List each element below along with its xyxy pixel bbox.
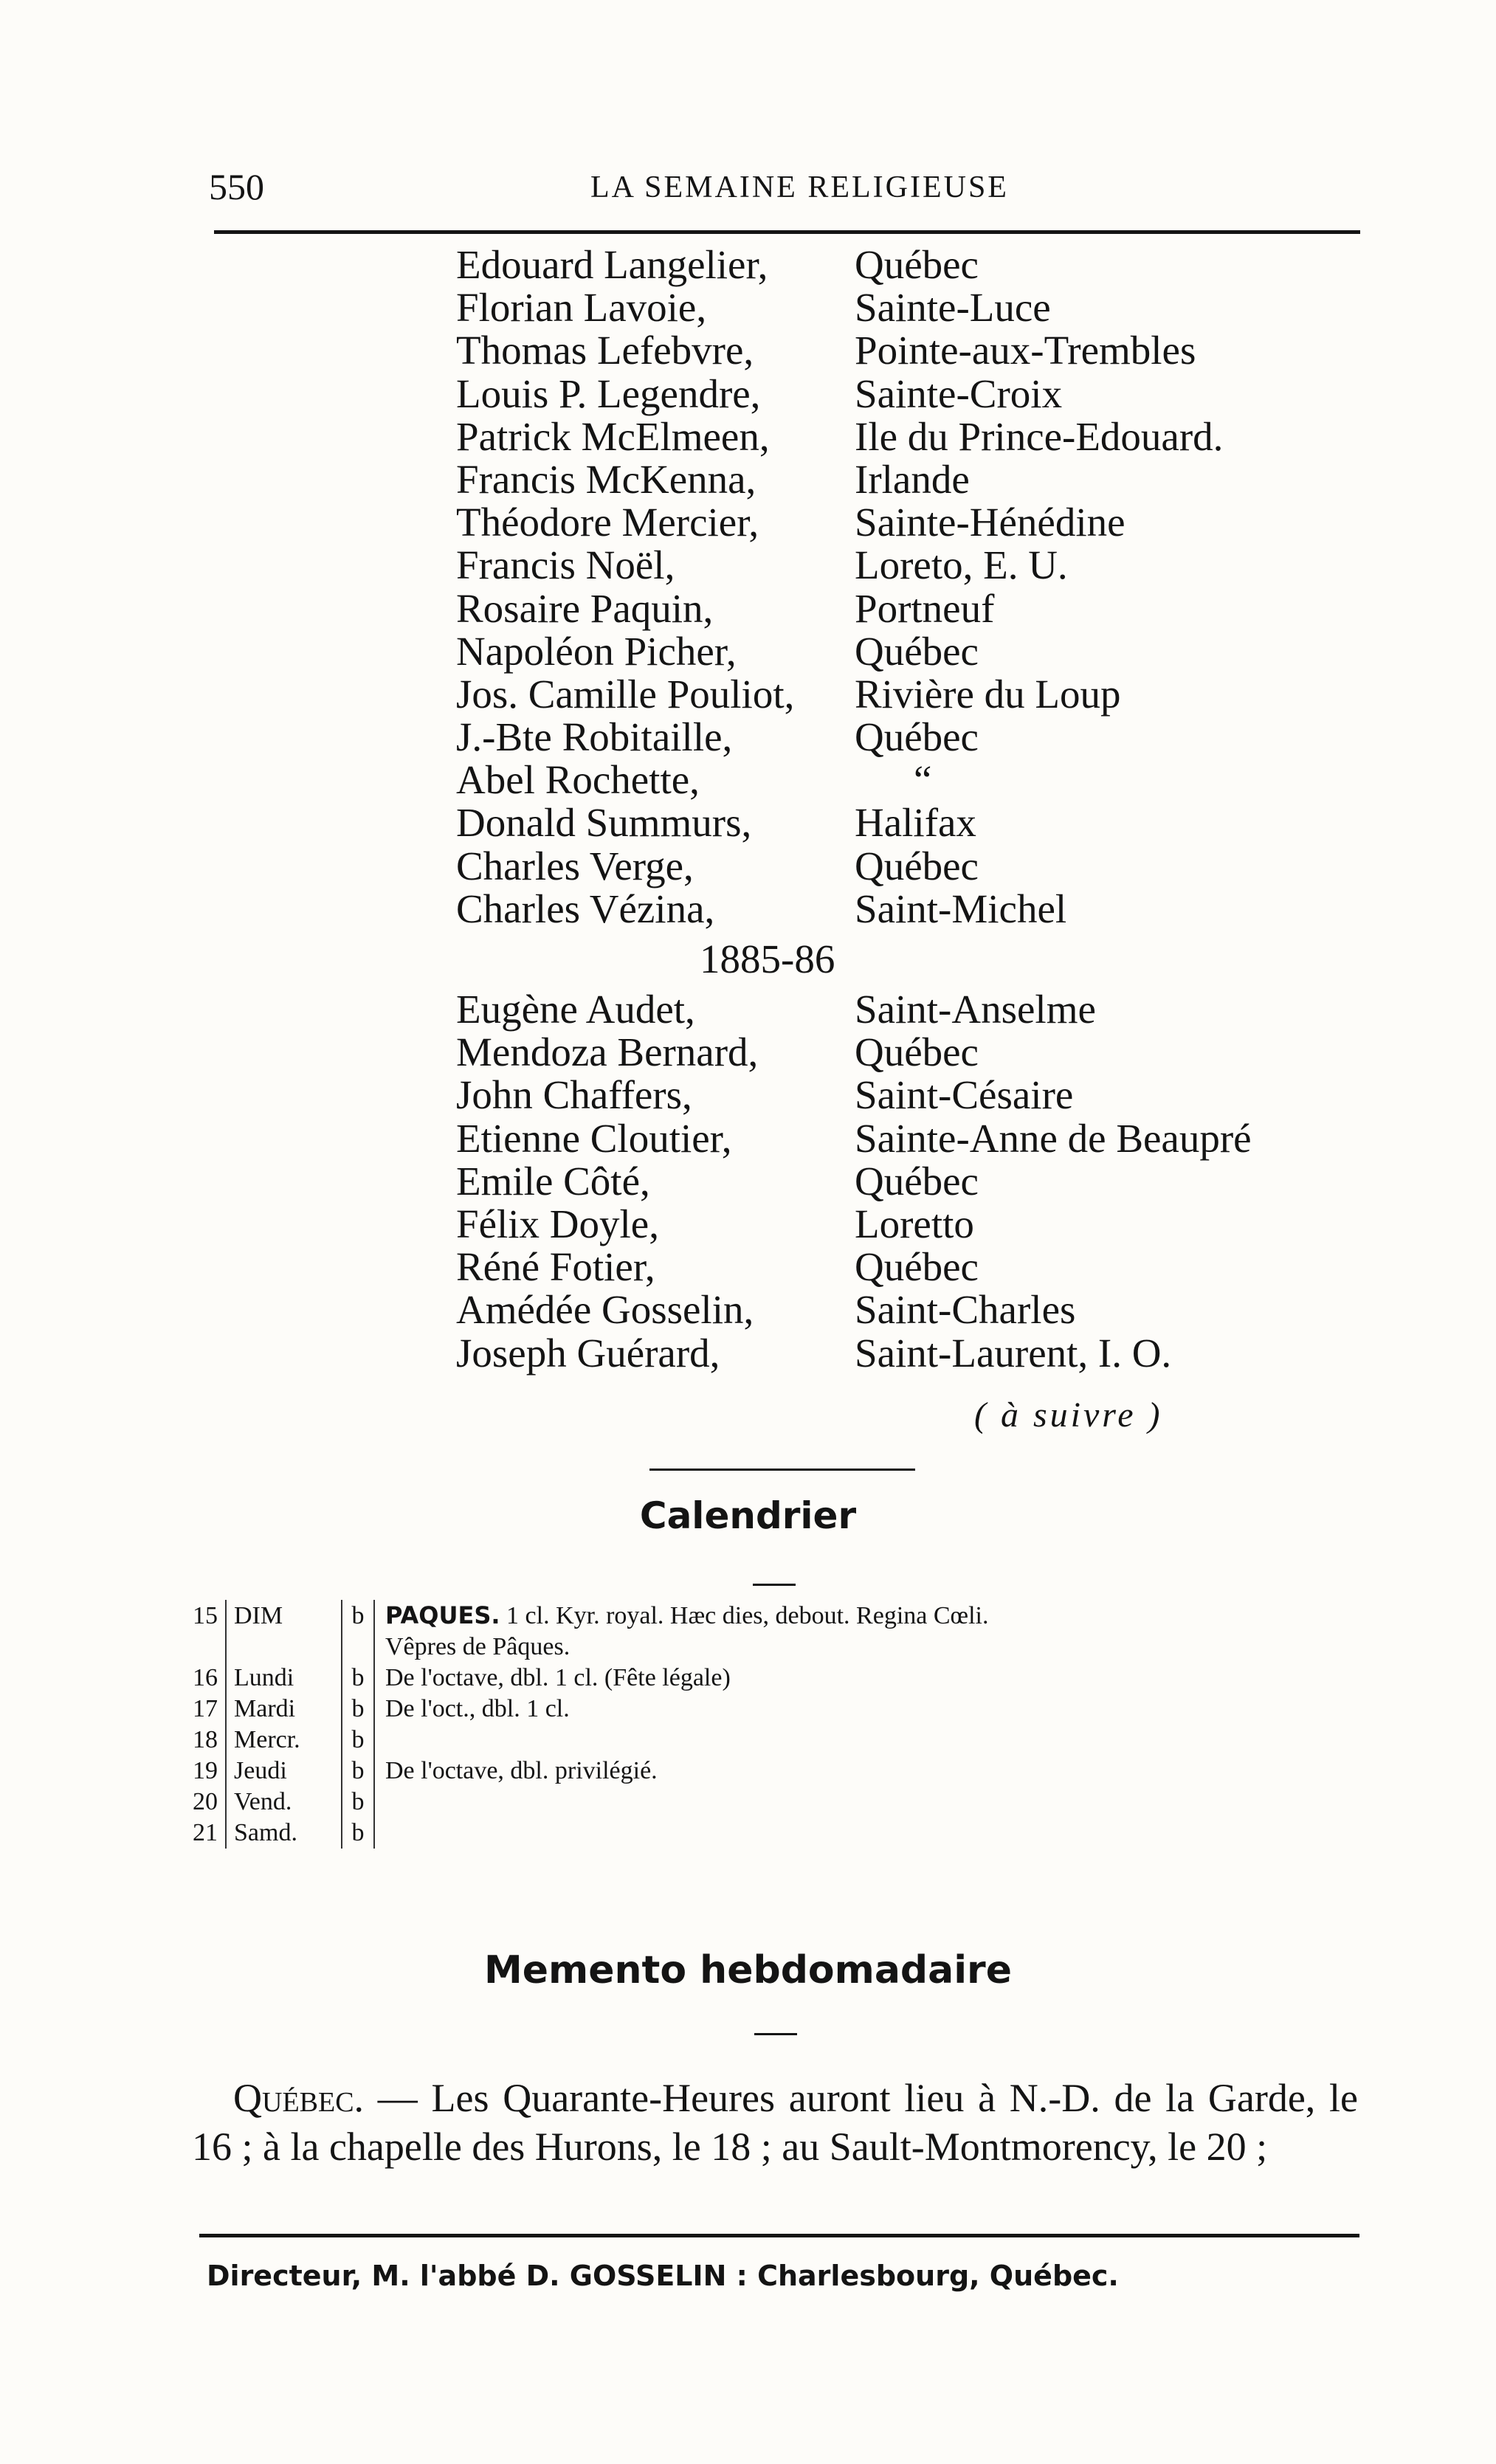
student-place: Pointe-aux-Trembles <box>855 328 1196 373</box>
roster-part2 <box>456 988 1371 1375</box>
roster-row <box>456 1246 1371 1288</box>
memento-paragraph <box>192 2074 1358 2171</box>
roster-row <box>456 415 1371 458</box>
roster-row <box>456 244 1371 286</box>
calendar-row <box>177 1756 996 1787</box>
student-place: Québec <box>855 1158 979 1204</box>
student-name: Charles Verge, <box>456 843 694 888</box>
roster-row <box>456 1332 1371 1375</box>
to-be-continued: ( à suivre ) <box>974 1395 1163 1435</box>
student-name: Florian Lavoie, <box>456 285 707 331</box>
roster-row <box>456 544 1371 587</box>
office-text <box>374 1787 996 1818</box>
calendar-weekday: Vend. <box>226 1787 342 1818</box>
student-name: Eugène Audet, <box>456 987 695 1032</box>
student-name: Edouard Langelier, <box>456 242 768 287</box>
footer-rule <box>199 2234 1359 2237</box>
student-place: Sainte-Anne de Beaupré <box>855 1115 1252 1161</box>
calendar-day: 20 <box>177 1787 226 1818</box>
calendar-color: b <box>342 1787 374 1818</box>
student-name: Mendoza Bernard, <box>456 1029 759 1075</box>
office-text: De l'oct., dbl. 1 cl. <box>385 1695 570 1722</box>
roster-row <box>456 988 1371 1031</box>
calendar-day: 16 <box>177 1663 226 1694</box>
roster-row <box>456 801 1371 844</box>
student-place: Saint-Césaire <box>855 1072 1074 1118</box>
roster-row <box>456 1203 1371 1246</box>
student-name: Donald Summurs, <box>456 800 752 846</box>
roster-row <box>456 716 1371 759</box>
office-text <box>374 1818 996 1849</box>
student-place: Saint-Charles <box>855 1287 1076 1333</box>
calendar-day: 15 <box>177 1600 226 1632</box>
calendar-color: b <box>342 1663 374 1694</box>
roster-row <box>456 1031 1371 1074</box>
office-text: Vêpres de Pâques. <box>385 1633 571 1660</box>
student-place: Saint-Michel <box>855 886 1067 931</box>
student-name: Théodore Mercier, <box>456 500 759 545</box>
student-place: Halifax <box>855 800 976 846</box>
student-place: Saint-Laurent, I. O. <box>855 1330 1172 1376</box>
student-place: Québec <box>855 714 979 760</box>
roster-row <box>456 501 1371 544</box>
student-name: Amédée Gosselin, <box>456 1287 754 1333</box>
student-name: Réné Fotier, <box>456 1244 655 1290</box>
calendar-color: b <box>342 1818 374 1849</box>
roster-row <box>456 370 1371 416</box>
office-text <box>374 1725 996 1756</box>
office-text: 1 cl. Kyr. royal. Hæc dies, debout. Regina Cœli. <box>500 1602 989 1629</box>
calendar-heading: Calendrier <box>639 1494 857 1537</box>
year-heading: 1885-86 <box>700 936 835 981</box>
student-name: Napoléon Picher, <box>456 628 737 674</box>
calendar-row <box>177 1818 996 1849</box>
memento-place: Québec. <box>233 2076 365 2120</box>
student-name: Félix Doyle, <box>456 1201 659 1246</box>
student-name: John Chaffers, <box>456 1072 692 1118</box>
calendar-weekday: Mercr. <box>226 1725 342 1756</box>
calendar-day: 21 <box>177 1818 226 1849</box>
memento-heading: Memento hebdomadaire <box>484 1948 1012 1992</box>
header-rule <box>214 230 1360 234</box>
student-place: Saint-Anselme <box>855 987 1096 1032</box>
student-place: Québec <box>855 843 979 888</box>
calendar-weekday <box>226 1632 342 1663</box>
roster <box>456 244 1371 1375</box>
calendar-color <box>342 1632 374 1663</box>
student-name: Abel Rochette, <box>456 757 700 803</box>
page-number: 550 <box>209 166 264 207</box>
student-name: Etienne Cloutier, <box>456 1115 732 1161</box>
calendar-day: 19 <box>177 1756 226 1787</box>
memento-body: — Les Quarante-Heures auront lieu à N.-D. de la Garde, le 16 ; à la chapelle des Hurons, le 18 ; au Sault-Montmorency, le 20 ; <box>192 2076 1358 2169</box>
student-place: Sainte-Croix <box>855 370 1063 416</box>
roster-row <box>456 1160 1371 1203</box>
student-place: Sainte-Hénédine <box>855 500 1126 545</box>
student-place: Québec <box>855 1244 979 1290</box>
calendar-row <box>177 1694 996 1725</box>
student-name: Rosaire Paquin, <box>456 585 714 631</box>
student-place: Rivière du Loup <box>855 671 1121 717</box>
roster-row <box>456 1074 1371 1117</box>
calendar-row <box>177 1632 996 1663</box>
roster-row <box>456 1117 1371 1160</box>
student-place: Sainte-Luce <box>855 285 1051 331</box>
student-name: Patrick McElmeen, <box>456 413 770 459</box>
student-place: Portneuf <box>855 585 995 631</box>
student-name: Francis McKenna, <box>456 456 756 502</box>
liturgical-calendar <box>177 1600 996 1849</box>
roster-row <box>456 587 1371 630</box>
calendar-row <box>177 1663 996 1694</box>
student-place: Irlande <box>855 456 970 502</box>
office-text: De l'octave, dbl. 1 cl. (Fête légale) <box>385 1664 731 1691</box>
student-place: “ <box>914 757 932 803</box>
roster-row <box>456 1288 1371 1331</box>
calendar-dash <box>753 1584 796 1586</box>
roster-part1 <box>456 244 1371 931</box>
student-name: Joseph Guérard, <box>456 1330 720 1376</box>
student-name: Emile Côté, <box>456 1158 650 1204</box>
student-name: Jos. Camille Pouliot, <box>456 671 795 717</box>
calendar-weekday: Jeudi <box>226 1756 342 1787</box>
roster-row <box>456 286 1371 329</box>
student-name: Charles Vézina, <box>456 886 715 931</box>
calendar-day: 18 <box>177 1725 226 1756</box>
roster-row <box>456 458 1371 501</box>
student-name: Louis P. Legendre, <box>456 370 761 416</box>
calendar-day <box>177 1632 226 1663</box>
calendar-row <box>177 1600 996 1632</box>
calendar-row <box>177 1787 996 1818</box>
calendar-weekday: DIM <box>226 1600 342 1632</box>
student-place: Québec <box>855 628 979 674</box>
running-title: LA SEMAINE RELIGIEUSE <box>590 170 1009 204</box>
section-rule <box>649 1469 915 1471</box>
roster-row <box>456 759 1371 801</box>
office-text: De l'octave, dbl. privilégié. <box>385 1757 658 1784</box>
calendar-row <box>177 1725 996 1756</box>
calendar-office <box>374 1600 996 1632</box>
calendar-color: b <box>342 1694 374 1725</box>
roster-row <box>456 329 1371 372</box>
roster-row <box>456 673 1371 716</box>
student-place: Québec <box>855 1029 979 1075</box>
calendar-color: b <box>342 1756 374 1787</box>
calendar-weekday: Lundi <box>226 1663 342 1694</box>
calendar-weekday: Samd. <box>226 1818 342 1849</box>
student-place: Québec <box>855 242 979 287</box>
memento-dash <box>754 2033 797 2035</box>
roster-row <box>456 888 1371 931</box>
student-name: Francis Noël, <box>456 542 675 588</box>
roster-row <box>456 845 1371 888</box>
calendar-color: b <box>342 1725 374 1756</box>
student-place: Loreto, E. U. <box>855 542 1068 588</box>
calendar-color: b <box>342 1600 374 1632</box>
student-name: J.-Bte Robitaille, <box>456 714 733 760</box>
student-place: Loretto <box>855 1201 974 1246</box>
student-name: Thomas Lefebvre, <box>456 328 754 373</box>
roster-row <box>456 630 1371 673</box>
calendar-day: 17 <box>177 1694 226 1725</box>
footer-director: Directeur, M. l'abbé D. GOSSELIN : Charlesbourg, Québec. <box>207 2260 1119 2292</box>
student-place: Ile du Prince-Edouard. <box>855 413 1224 459</box>
calendar-weekday: Mardi <box>226 1694 342 1725</box>
feast-name: PAQUES. <box>385 1601 500 1629</box>
